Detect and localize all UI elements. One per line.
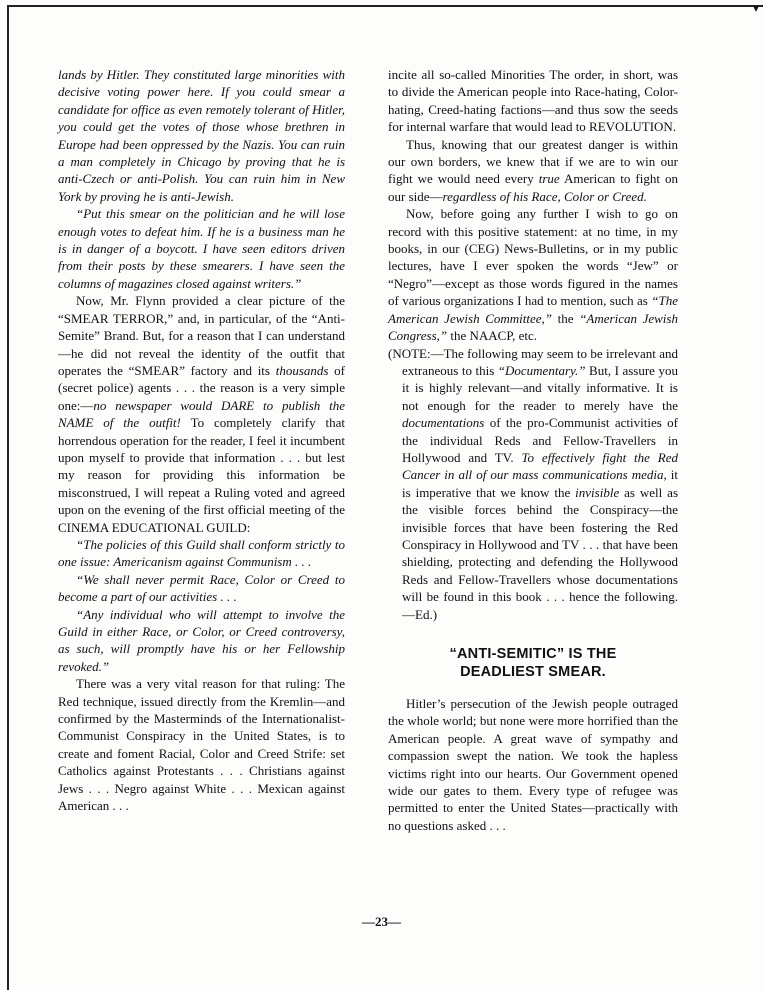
- emphasis-text: “The American Jewish Committee,”: [388, 293, 678, 326]
- paragraph-text: “Put this smear on the politician and he will lose enough votes to defeat him. If he is a business man he is in danger of a boycott. I have seen editors driven from their posts by these smearers. I have seen the columns of magazines closed against writers.”: [58, 206, 345, 291]
- paragraph-quote-continued: [58, 66, 345, 205]
- paragraph-text: (NOTE:—The following may seem to be irrelevant and extraneous to this: [388, 345, 678, 378]
- paragraph-positive-statement: [388, 205, 678, 344]
- paragraph-text: Thus, knowing that our greatest danger is within our own borders, we knew that if we are to win our fight we would need every: [388, 136, 678, 187]
- left-border-rule: [7, 5, 9, 990]
- paragraph-text: “We shall never permit Race, Color or Creed to become a part of our activities . . .: [58, 571, 345, 605]
- editor-note: [388, 345, 678, 624]
- paragraph-text: the NAACP, etc.: [447, 328, 538, 344]
- paragraph-quote-smear: [58, 205, 345, 292]
- paragraph-text: of (secret police) agents . . . the reason is a very simple one:—: [58, 362, 345, 413]
- paragraph-text: To completely clarify that horrendous operation for the reader, I feel it incumbent upon myself to provide that information . . . but lest my reason for providing this information be misconstrued, I will repeat a Ruling voted and agreed upon on the evening of the first official meeting of the CINEMA EDUCATIONAL GUILD:: [58, 415, 345, 535]
- emphasis-text: regardless of his Race, Color or Creed.: [442, 188, 647, 204]
- emphasis-text: “Documentary.”: [497, 362, 586, 378]
- paragraph-text: of the pro-Communist activities of the individual Reds and Fellow-Travellers in Hollywood and TV.: [402, 415, 678, 465]
- paragraph-text: incite all so-called Minorities The order, in short, was to divide the American people into Race-hating, Color-hating, Creed-hating factions—and thus sow the seeds for internal warfare that would lead to REVOLUTION.: [388, 67, 678, 135]
- paragraph-text: Now, before going any further I wish to go on record with this positive statement: at no time, in my books, in our (CEG) News-Bulletins, or in my public lectures, have I ever spoken the words “Jew” or “Negro”—except as those words figured in the names of various organizations I had to mention, such as: [388, 206, 678, 309]
- left-column: [58, 66, 345, 814]
- emphasis-text: “American Jewish Congress,”: [388, 310, 678, 344]
- right-column: [388, 66, 678, 834]
- paragraph-text: the: [552, 310, 580, 326]
- paragraph-flynn: [58, 292, 345, 536]
- section-heading-line: “ANTI-SEMITIC” IS THE: [449, 646, 617, 662]
- paragraph-text: Now, Mr. Flynn provided a clear picture of the “SMEAR TERROR,” and, in particular, of the “Anti-Semite” Brand. But, for a reason that I can understand—he did not reveal the identity of the outfit that operates the “SMEAR” factory and its: [58, 293, 345, 378]
- paragraph-text: lands by Hitler. They constituted large minorities with decisive voting power here. If you could smear a candidate for office as even remotely tolerant of Hitler, you could get the votes of those whose brethren in Europe had been oppressed by the Nazis. You can ruin a man completely in Chicago by proving that he is anti-Czech or anti-Polish. You can ruin him in New York by proving he is anti-Jewish.: [58, 67, 345, 204]
- paragraph-text: American to fight on our side—: [388, 171, 678, 204]
- paragraph-text: But, I assure you it is highly relevant—and vitally informative. It is not enough for the reader to merely have the: [402, 362, 678, 413]
- paragraph-guild-policy: [58, 536, 345, 571]
- paragraph-ruling-reason: [58, 675, 345, 814]
- paragraph-text: Hitler’s persecution of the Jewish people outraged the whole world; but none were more horrified than the American people. A great wave of sympathy and compassion swept the nation. We took the hapless victims right into our hearts. Our Government opened wide our gates to them. Every type of refugee was permitted to enter the United States—practically with no questions asked . . .: [388, 696, 678, 833]
- paragraph-text: as well as the visible forces behind the Conspiracy—the invisible forces that have been fostering the Red Conspiracy in Hollywood and TV . . . that have been shielding, protecting and defending the Hollywood Reds and Fellow-Travellers whose documentations will be found in this book . . . hence the following.—Ed.): [402, 484, 678, 622]
- section-heading: [388, 645, 678, 681]
- paragraph-greatest-danger: [388, 136, 678, 206]
- emphasis-text: no newspaper would DARE to publish the NAME of the outfit!: [58, 397, 345, 431]
- emphasis-text: invisible: [575, 484, 620, 500]
- paragraph-guild-race: [58, 571, 345, 606]
- emphasis-text: To effectively fight the Red Cancer in all of our mass communications media,: [402, 449, 678, 483]
- section-heading-line: DEADLIEST SMEAR.: [460, 664, 606, 680]
- emphasis-text: documentations: [402, 415, 485, 431]
- corner-mark: ▾: [752, 1, 759, 15]
- paragraph-hitler-persecution: [388, 695, 678, 834]
- emphasis-text: true: [538, 171, 560, 187]
- paragraph-guild-fellowship: [58, 606, 345, 676]
- paragraph-text: There was a very vital reason for that ruling: The Red technique, issued directly from the Kremlin—and confirmed by the Masterminds of the Internationalist-Communist Conspiracy in the United States, is to create and foment Racial, Color and Creed Strife: set Catholics against Protestants . . . Christians against Jews . . . Negro against White . . . Mexican against American . . .: [58, 676, 345, 814]
- top-border-rule: [8, 5, 763, 7]
- page-number: —23—: [362, 914, 401, 929]
- paragraph-text: it is imperative that we know the: [402, 467, 678, 500]
- paragraph-text: “Any individual who will attempt to involve the Guild in either Race, or Color, or Creed controversy, as such, will promptly have his or her Fellowship revoked.”: [58, 606, 345, 674]
- paragraph-minorities: [388, 66, 678, 136]
- paragraph-text: “The policies of this Guild shall conform strictly to one issue: Americanism against Communism . . .: [58, 536, 345, 570]
- emphasis-text: thousands: [275, 362, 329, 378]
